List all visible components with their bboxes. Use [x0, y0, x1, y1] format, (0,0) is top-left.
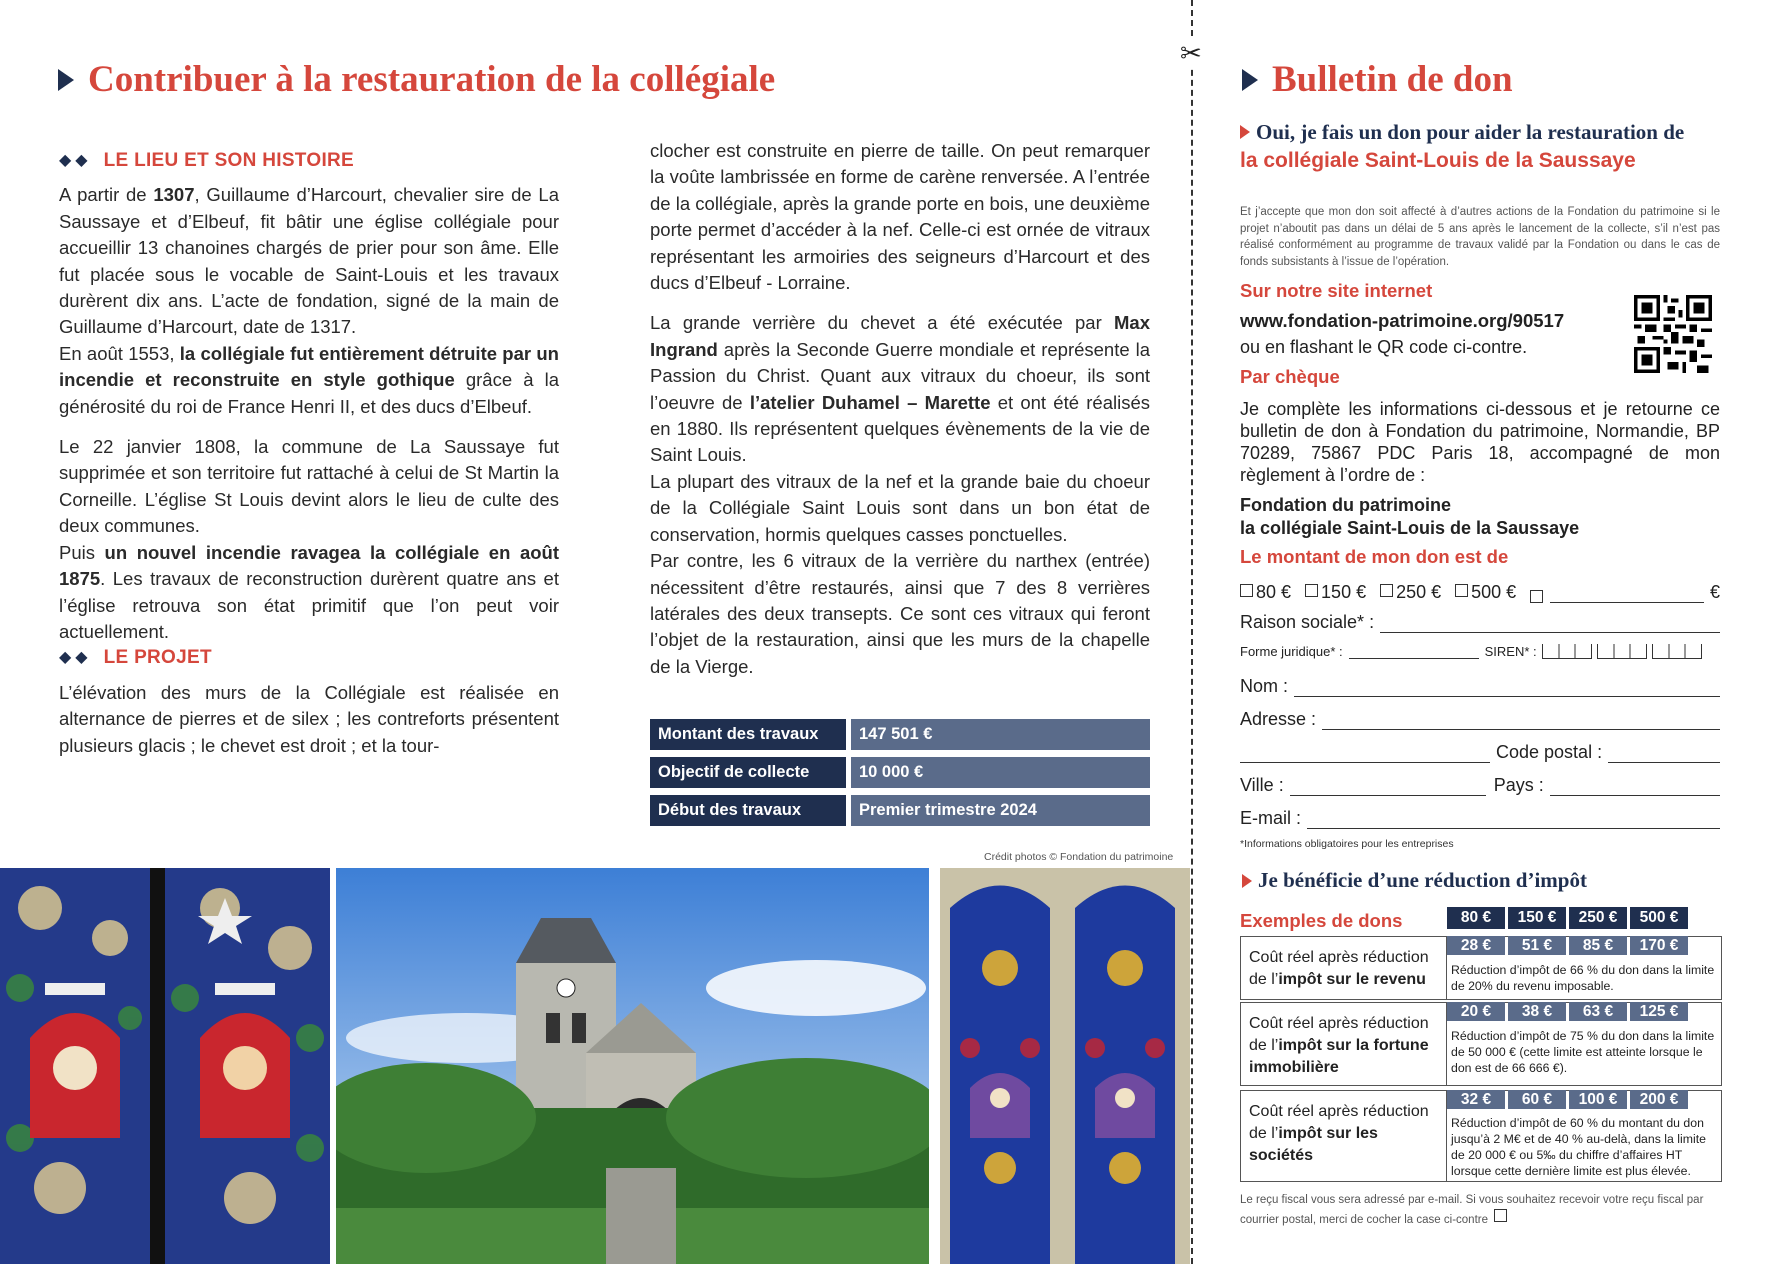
name-input[interactable]	[1294, 680, 1720, 697]
donation-intro: Oui, je fais un don pour aider la restauration de la collégiale Saint-Louis de la Saussaye	[1240, 120, 1685, 172]
donation-amounts-header: 80 € 150 € 250 € 500 €	[1447, 907, 1688, 929]
email-input[interactable]	[1307, 812, 1720, 829]
tax-row-companies: Coût réel après réduction de l’impôt sur les sociétés Réduction d’impôt de 60 % du montant du don jusqu’à 2 M€ et de 40 % au-delà, dans la limite de 20 000 € ou 5‰ du chiffre d’affaires HT lorsque cette dernière limite est plus élevée.	[1240, 1090, 1722, 1182]
legal-notice: Et j’accepte que mon don soit affecté à d’autres actions de la Fondation du patrimoine si le projet n’aboutit pas dans un délai de 5 ans après le lancement de la collecte, s’il n’est pas réalisé conformément au programme de travaux validé par la Fondation ou dans le cas de fonds subsistants à l’issue de l’opération.	[1240, 206, 1720, 268]
section-heading-history: ◆◆ LE LIEU ET SON HISTOIRE	[59, 148, 559, 174]
income-values: 28 € 51 € 85 € 170 €	[1447, 936, 1688, 955]
tax-reduction-heading: Je bénéficie d’une réduction d’impôt	[1242, 868, 1587, 893]
paragraph-project: L’élévation des murs de la Collégiale est réalisée en alternance de pierres et de silex ; les contreforts présentent plusieurs glacis ; le chevet est droit ; et la tour-	[59, 681, 559, 756]
amount-option-80[interactable]: 80 €	[1240, 582, 1291, 603]
checkbox[interactable]	[1455, 584, 1468, 597]
stained-glass-photo-right	[940, 868, 1190, 1264]
page-title: Contribuer à la restauration de la collégiale	[58, 58, 1158, 101]
paragraph-1553: En août 1553, la collégiale fut entièrement détruite par un incendie et reconstruite en style gothique grâce à la générosité du roi de France Henri II, et des ducs d’Elbeuf.	[59, 342, 559, 417]
scissors-icon: ✂	[1180, 38, 1202, 68]
triangle-bullet-icon	[58, 69, 74, 91]
diamond-bullets-icon: ◆◆	[59, 649, 92, 667]
postal-receipt-checkbox[interactable]	[1494, 1209, 1507, 1222]
small-triangle-icon	[1240, 125, 1250, 139]
church-image	[336, 868, 929, 1264]
qr-code-icon[interactable]	[1634, 295, 1712, 373]
paragraph-vitraux-etat: La plupart des vitraux de la nef et la grande baie du choeur de la Collégiale Saint Louis sont dans un bon état de conservation, hormis quelques casses ponctuelles.	[650, 470, 1150, 545]
section-heading-project: ◆◆ LE PROJET	[59, 645, 559, 671]
legal-form-input[interactable]	[1349, 642, 1479, 659]
amount-options	[1240, 582, 1720, 603]
siren-input[interactable]	[1652, 644, 1702, 659]
city-input[interactable]	[1290, 779, 1486, 796]
table-row: Montant des travaux 147 501 €	[650, 719, 1150, 750]
address-field[interactable]: Adresse :	[1240, 709, 1720, 730]
tax-row-fortune: Coût réel après réduction de l’impôt sur la fortune immobilière Réduction d’impôt de 75 % du don dans la limite de 50 000 € (cette limite est atteinte lorsque le don est de 66 666 €).	[1240, 1002, 1722, 1086]
amount-option-custom[interactable]: €	[1530, 582, 1720, 603]
website-heading: Sur notre site internet	[1240, 280, 1433, 301]
form-title: Bulletin de don	[1242, 58, 1513, 101]
cheque-instructions: Je complète les informations ci-dessous et je retourne ce bulletin de don à Fondation du patrimoine, Normandie, BP 70289, 75867 PDC Paris 18, accompagné de mon règlement à l’ordre de :	[1240, 399, 1720, 485]
checkbox[interactable]	[1380, 584, 1393, 597]
address-line2-input[interactable]	[1240, 746, 1490, 763]
stained-glass-image	[0, 868, 330, 1264]
siren-input[interactable]	[1542, 644, 1592, 659]
company-name-field[interactable]: Raison sociale* :	[1240, 612, 1720, 633]
amount-option-250[interactable]: 250 €	[1380, 582, 1441, 603]
country-input[interactable]	[1550, 779, 1720, 796]
amount-heading: Le montant de mon don est de	[1240, 546, 1509, 567]
tax-receipt-note: Le reçu fiscal vous sera adressé par e-mail. Si vous souhaitez recevoir votre reçu fiscal par courrier postal, merci de cocher la case ci-contre	[1240, 1194, 1704, 1226]
email-field[interactable]: E-mail :	[1240, 808, 1720, 829]
siren-input[interactable]	[1597, 644, 1647, 659]
checkbox[interactable]	[1530, 590, 1543, 603]
companies-values: 32 € 60 € 100 € 200 €	[1447, 1090, 1688, 1109]
table-row: Objectif de collecte 10 000 €	[650, 757, 1150, 788]
history-column	[59, 148, 559, 759]
amount-option-150[interactable]: 150 €	[1305, 582, 1366, 603]
diamond-bullets-icon: ◆◆	[59, 152, 92, 169]
company-name-input[interactable]	[1380, 616, 1720, 633]
photo-credit: Crédit photos © Fondation du patrimoine	[984, 851, 1174, 863]
postal-code-field[interactable]: Code postal :	[1240, 742, 1720, 763]
tax-row-income: Coût réel après réduction de l’impôt sur le revenu Réduction d’impôt de 66 % du don dans la limite de 20% du revenu imposable.	[1240, 936, 1722, 1000]
legal-form-field[interactable]: Forme juridique* : SIREN* :	[1240, 642, 1720, 659]
required-note: *Informations obligatoires pour les entreprises	[1240, 838, 1454, 850]
examples-heading: Exemples de dons	[1240, 910, 1403, 931]
paragraph-1808: Le 22 janvier 1808, la commune de La Saussaye fut supprimée et son territoire fut rattaché à celui de St Martin la Corneille. L’église St Louis devint alors le lieu de culte des deux communes.	[59, 436, 559, 537]
fortune-values: 20 € 38 € 63 € 125 €	[1447, 1002, 1688, 1021]
church-photo	[336, 868, 929, 1264]
paragraph-clocher: clocher est construite en pierre de taille. On peut remarquer la voûte lambrissée en forme de carène renversée. A l’entrée de la collégiale, après la grande porte en bois, une deuxième porte permet d’accéder à la nef. Celle-ci est ornée de vitraux représentant les armoiries des seigneurs d’Harcourt et des ducs d’Elbeuf - Lorraine.	[650, 140, 1150, 294]
checkbox[interactable]	[1240, 584, 1253, 597]
paragraph-1875: Puis un nouvel incendie ravagea la collégiale en août 1875. Les travaux de reconstruction durèrent quatre ans et l’église retrouva son état primitif que l’on peut voir actuellement.	[59, 541, 559, 642]
small-triangle-icon	[1242, 874, 1252, 888]
paragraph-verriere: La grande verrière du chevet a été exécutée par Max Ingrand après la Seconde Guerre mondiale et représente la Passion du Christ. Quant aux vitraux du choeur, ils sont l’oeuvre de l’atelier Duhamel – Marette et ont été réalisés en 1880. Ils représentent quelques évènements de la vie de Saint Louis.	[650, 312, 1150, 466]
amount-option-500[interactable]: 500 €	[1455, 582, 1516, 603]
name-field[interactable]: Nom :	[1240, 676, 1720, 697]
triangle-bullet-icon	[1242, 69, 1258, 91]
qr-instruction: ou en flashant le QR code ci-contre.	[1240, 337, 1528, 357]
paragraph-vitraux-restauration: Par contre, les 6 vitraux de la verrière du narthex (entrée) nécessitent d’être restaurés, ainsi que 7 des 8 verrières latérales des deux transepts. Ce sont ces vitraux qui feront l’objet de la restauration, ainsi que les murs de la chapelle de la Vierge.	[650, 550, 1150, 677]
table-row: Début des travaux Premier trimestre 2024	[650, 795, 1150, 826]
custom-amount-input[interactable]	[1550, 586, 1704, 603]
checkbox[interactable]	[1305, 584, 1318, 597]
stained-glass-window-image	[940, 868, 1190, 1264]
stained-glass-photo-left	[0, 868, 330, 1264]
cut-line	[1191, 0, 1193, 1264]
donation-url-link[interactable]: www.fondation-patrimoine.org/90517	[1240, 310, 1565, 331]
address-input[interactable]	[1322, 713, 1720, 730]
project-column	[650, 138, 1150, 680]
city-country-field[interactable]: Ville : Pays :	[1240, 775, 1720, 796]
project-info-table	[650, 712, 1150, 833]
cheque-heading: Par chèque	[1240, 366, 1340, 387]
payee: Fondation du patrimoine la collégiale Saint-Louis de la Saussaye	[1240, 495, 1580, 538]
paragraph-1307: A partir de 1307, Guillaume d’Harcourt, chevalier sire de La Saussaye et d’Elbeuf, fit bâtir une église collégiale pour accueillir 13 chanoines chargés de prier pour son âme. Elle fut placée sous le vocable de Saint-Louis et les travaux durèrent dix ans. L’acte de fondation, signé de la main de Guillaume d’Harcourt, date de 1317.	[59, 184, 559, 338]
postal-code-input[interactable]	[1608, 746, 1720, 763]
